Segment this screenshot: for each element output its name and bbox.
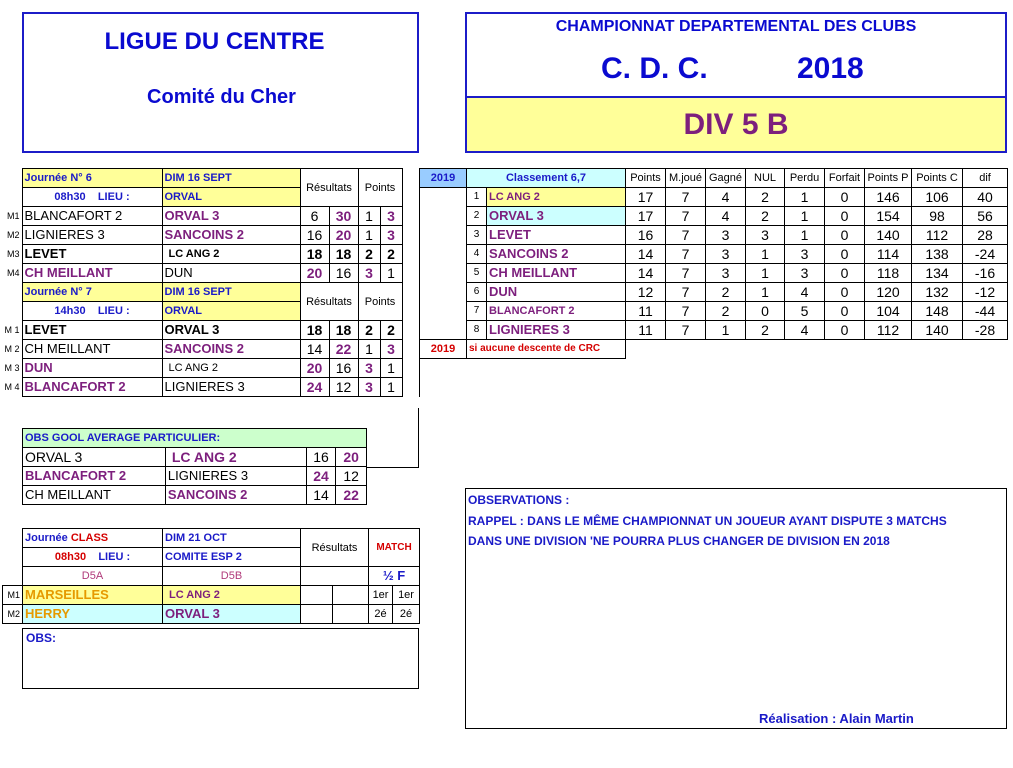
ranking-note: si aucune descente de CRC: [467, 340, 626, 359]
table-row: 4 SANCOINS 2 14 7 3 1 3 0 114 138 -24: [420, 245, 1008, 264]
col-header: Forfait: [825, 169, 865, 188]
col-header: Gagné: [706, 169, 746, 188]
class-date: DIM 21 OCT: [163, 529, 301, 548]
col-header: Points C: [912, 169, 963, 188]
table-row: M 2 CH MEILLANT SANCOINS 2 14 22 1 3: [2, 340, 419, 359]
col-header: dif: [963, 169, 1008, 188]
league-subtitle: Comité du Cher: [147, 86, 296, 108]
j7-points-header: Points: [358, 283, 402, 321]
journee-table: [2, 168, 420, 397]
table-row: M 3 DUN LC ANG 2 20 16 3 1: [2, 359, 419, 378]
j7-journee: Journée N° 7: [22, 283, 162, 302]
table-row: 2 ORVAL 3 17 7 4 2 1 0 154 98 56: [420, 207, 1008, 226]
j7-date: DIM 16 SEPT: [162, 283, 300, 302]
observations-box: [465, 488, 1007, 729]
observations-line2: DANS UNE DIVISION 'NE POURRA PLUS CHANGER DE DIVISION EN 2018: [468, 534, 890, 548]
class-obs-label: OBS:: [26, 631, 56, 645]
ranking-note-year: 2019: [420, 340, 467, 359]
j7-time-lieu: 14h30 LIEU :: [22, 302, 162, 321]
class-results-header: Résultats: [301, 529, 369, 567]
goal-average-table: [22, 428, 367, 505]
ranking-year-tag: 2019: [420, 169, 467, 188]
league-header: [22, 12, 419, 153]
j6-journee: Journée N° 6: [22, 169, 162, 188]
championship-header: [465, 12, 1007, 153]
j7-lieu: ORVAL: [162, 302, 300, 321]
j6-date: DIM 16 SEPT: [162, 169, 300, 188]
table-row: M2 LIGNIERES 3 SANCOINS 2 16 20 1 3: [2, 226, 419, 245]
table-row: M 1 LEVET ORVAL 3 18 18 2 2: [2, 321, 419, 340]
table-row: 1 LC ANG 2 17 7 4 2 1 0 146 106 40: [420, 188, 1008, 207]
division-banner: [467, 96, 1005, 151]
credit: Réalisation : Alain Martin: [759, 711, 914, 726]
col-header: Points: [626, 169, 666, 188]
class-time-lieu: 08h30 LIEU :: [23, 548, 163, 567]
divider-line: [366, 467, 419, 468]
league-title: LIGUE DU CENTRE: [104, 28, 325, 55]
table-row: 5 CH MEILLANT 14 7 3 1 3 0 118 134 -16: [420, 264, 1008, 283]
col-header: NUL: [746, 169, 785, 188]
season-year: 2018: [797, 52, 864, 85]
table-row: M1 BLANCAFORT 2 ORVAL 3 6 30 1 3: [2, 207, 419, 226]
table-row: 3 LEVET 16 7 3 3 1 0 140 112 28: [420, 226, 1008, 245]
table-row: M3 LEVET LC ANG 2 18 18 2 2: [2, 245, 419, 264]
table-row: M2 HERRY ORVAL 3 2é 2é: [3, 605, 420, 624]
half-final: ½ F: [369, 567, 420, 586]
divider-line: [418, 408, 419, 468]
class-journee: Journée CLASS: [23, 529, 163, 548]
table-row: 8 LIGNIERES 3 11 7 1 2 4 0 112 140 -28: [420, 321, 1008, 340]
division-label: DIV 5 B: [683, 108, 789, 141]
classification-table: [2, 528, 420, 624]
class-lieu: COMITE ESP 2: [163, 548, 301, 567]
table-row: CH MEILLANT SANCOINS 2 14 22: [23, 486, 367, 505]
observations-title: OBSERVATIONS :: [468, 493, 570, 507]
goal-average-title: OBS GOOL AVERAGE PARTICULIER:: [23, 429, 367, 448]
table-row: M1 MARSEILLES LC ANG 2 1er 1er: [3, 586, 420, 605]
col-d5b: D5B: [163, 567, 301, 586]
class-obs-box: [22, 628, 419, 689]
col-header: M.joué: [666, 169, 706, 188]
championship-title: CHAMPIONNAT DEPARTEMENTAL DES CLUBS: [555, 18, 917, 35]
ranking-table: [419, 168, 1008, 359]
table-row: M 4 BLANCAFORT 2 LIGNIERES 3 24 12 3 1: [2, 378, 419, 397]
col-header: Points P: [865, 169, 912, 188]
observations-line1: RAPPEL : DANS LE MÊME CHAMPIONNAT UN JOUEUR AYANT DISPUTE 3 MATCHS: [468, 514, 947, 528]
table-row: 6 DUN 12 7 2 1 4 0 120 132 -12: [420, 283, 1008, 302]
j6-points-header: Points: [358, 169, 402, 207]
table-row: 7 BLANCAFORT 2 11 7 2 0 5 0 104 148 -44: [420, 302, 1008, 321]
table-row: ORVAL 3 LC ANG 2 16 20: [23, 448, 367, 467]
col-d5a: D5A: [23, 567, 163, 586]
j7-results-header: Résultats: [300, 283, 358, 321]
j6-lieu: ORVAL: [162, 188, 300, 207]
j6-time-lieu: 08h30 LIEU :: [22, 188, 162, 207]
table-row: BLANCAFORT 2 LIGNIERES 3 24 12: [23, 467, 367, 486]
col-header: Perdu: [785, 169, 825, 188]
j6-results-header: Résultats: [300, 169, 358, 207]
table-row: M4 CH MEILLANT DUN 20 16 3 1: [2, 264, 419, 283]
class-match-header: MATCH: [369, 529, 420, 567]
ranking-title: Classement 6,7: [467, 169, 626, 188]
cdc-label: C. D. C.: [601, 52, 708, 85]
